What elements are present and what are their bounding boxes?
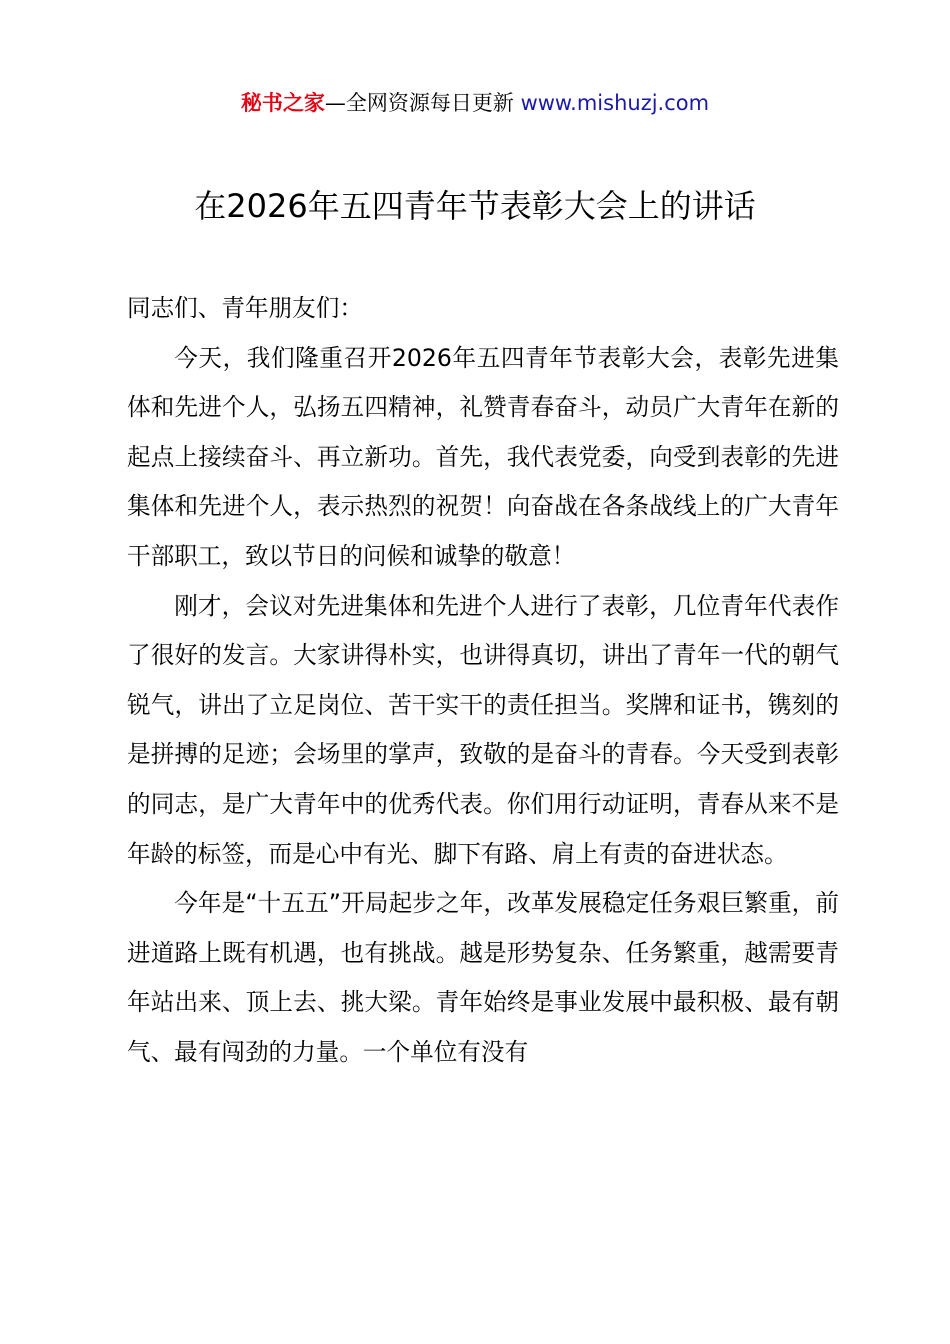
document-title: 在2026年五四青年节表彰大会上的讲话 [194,187,756,225]
salutation: 同志们、青年朋友们： [127,294,363,322]
document-body [127,284,839,1078]
header-tagline: —全网资源每日更新 [324,91,514,115]
paragraph-1: 今天，我们隆重召开2026年五四青年节表彰大会，表彰先进集体和先进个人，弘扬五四精神，礼赞青春奋斗，动员广大青年在新的起点上接续奋斗、再立新功。首先，我代表党委，向受到表彰的先进集体和先进个人，表示热烈的祝贺！向奋战在各条战线上的广大青年干部职工，致以节日的问候和诚挚的敬意！ [127,343,839,570]
paragraph-3: 今年是“十五五”开局起步之年，改革发展稳定任务艰巨繁重，前进道路上既有机遇，也有挑战。越是形势复杂、任务繁重，越需要青年站出来、顶上去、挑大梁。青年始终是事业发展中最积极、最有朝气、最有闯劲的力量。一个单位有没有 [127,889,839,1066]
paragraph-2: 刚才，会议对先进集体和先进个人进行了表彰，几位青年代表作了很好的发言。大家讲得朴实，也讲得真切，讲出了青年一代的朝气锐气，讲出了立足岗位、苦干实干的责任担当。奖牌和证书，镌刻的是拼搏的足迹；会场里的掌声，致敬的是奋斗的青春。今天受到表彰的同志，是广大青年中的优秀代表。你们用行动证明，青春从来不是年龄的标签，而是心中有光、脚下有路、肩上有责的奋进状态。 [127,591,839,868]
site-url[interactable]: www.mishuzj.com [520,91,710,115]
brand-name: 秘书之家 [240,91,325,115]
site-header [0,86,950,120]
